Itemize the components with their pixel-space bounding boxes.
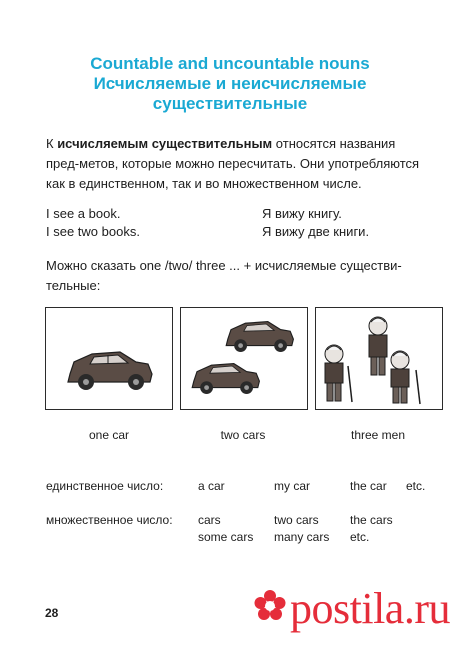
title-line-3: существительные: [152, 94, 308, 113]
singular-item: a car: [198, 479, 225, 493]
two-cars-icon: [181, 308, 306, 408]
plural-item: many cars: [274, 530, 330, 544]
caption-one-car: one car: [88, 428, 130, 442]
intro-rest: относятся названия пред-метов, которые можно пересчитать. Они употребляются как в единственном, так и во множественном числе.: [46, 136, 420, 191]
example-ru-1: Я вижу книгу.: [262, 206, 342, 221]
singular-item: the car: [350, 479, 387, 493]
watermark-text: postila.ru: [290, 584, 450, 633]
example-en-1: I see a book.: [46, 206, 121, 221]
intro-bold-term: исчисляемым существительным: [57, 136, 273, 151]
picture-frame-two-cars: [180, 307, 308, 410]
picture-frame-one-car: [45, 307, 173, 410]
caption-three-men: three men: [350, 428, 406, 442]
intro-prefix: К: [46, 136, 58, 151]
plural-item: the cars: [350, 513, 393, 527]
caption-two-cars: two cars: [220, 428, 266, 442]
example-ru-2: Я вижу две книги.: [262, 224, 370, 239]
singular-item: etc.: [406, 479, 426, 493]
title-line-2: Исчисляемые и неисчисляемые: [93, 74, 367, 93]
plural-item: two cars: [274, 513, 319, 527]
picture-frame-three-men: [315, 307, 443, 410]
page-number: 28: [45, 606, 59, 620]
singular-item: my car: [274, 479, 310, 493]
three-men-icon: [316, 308, 441, 408]
example-en-2: I see two books.: [46, 224, 140, 239]
plural-item: some cars: [198, 530, 254, 544]
plural-item: cars: [198, 513, 221, 527]
plural-item: etc.: [350, 530, 370, 544]
plural-label: множественное число:: [46, 513, 173, 527]
page-title: [40, 54, 420, 114]
rule-text: Можно сказать one /two/ three ... + исчисляемые существи-тельные:: [46, 258, 402, 293]
intro-paragraph: [46, 134, 428, 194]
singular-label: единственное число:: [46, 479, 164, 493]
car-icon: [46, 308, 171, 408]
flower-logo-icon: [252, 588, 288, 624]
title-line-1: Countable and uncountable nouns: [90, 54, 370, 73]
